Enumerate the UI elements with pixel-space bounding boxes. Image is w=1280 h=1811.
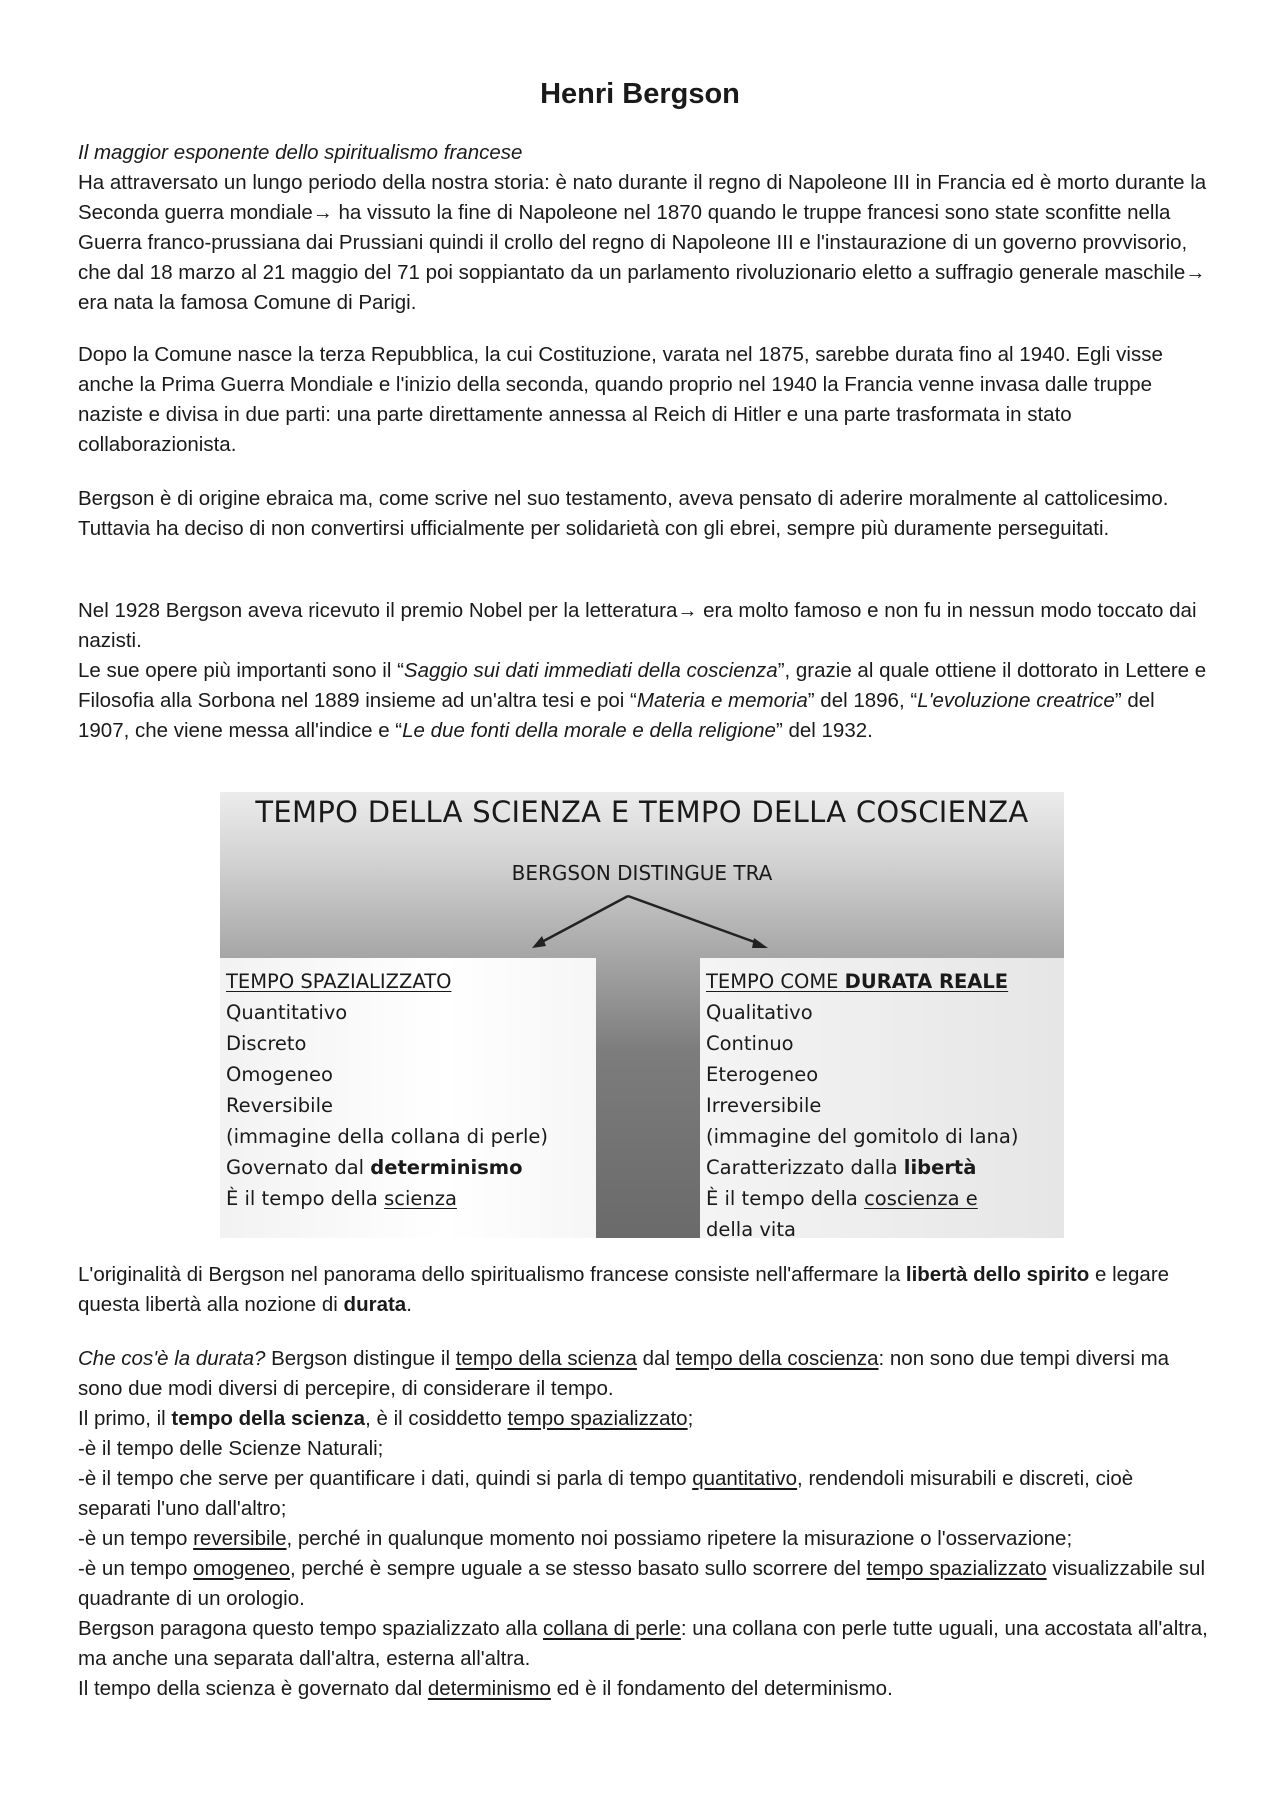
- panel-durata-reale: [700, 958, 1064, 1238]
- paragraph-originalita: L'originalità di Bergson nel panorama dello spiritualismo francese consiste nell'affermare la libertà dello spirito e legare questa libertà alla nozione di durata.: [78, 1263, 1170, 1316]
- list-item: Qualitativo: [706, 1001, 813, 1024]
- list-item: -è un tempo reversibile, perché in qualunque momento noi possiamo ripetere la misurazione o l'osservazione;: [78, 1527, 1073, 1550]
- list-item: Continuo: [706, 1032, 794, 1055]
- page-title: Henri Bergson: [540, 78, 740, 110]
- list-item: (immagine della collana di perle): [226, 1125, 549, 1148]
- list-item: (immagine del gomitolo di lana): [706, 1125, 1019, 1148]
- list-item: della vita: [706, 1218, 796, 1238]
- paragraph-primo: Il primo, il tempo della scienza, è il cosiddetto tempo spazializzato;: [78, 1407, 694, 1430]
- diagram-subtitle: BERGSON DISTINGUE TRA: [511, 861, 773, 885]
- diagram-title: TEMPO DELLA SCIENZA E TEMPO DELLA COSCIENZA: [255, 795, 1029, 829]
- paragraph-works: Le sue opere più importanti sono il “Saggio sui dati immediati della coscienza”, grazie al quale ottiene il dottorato in Lettere e Filosofia alla Sorbona nel 1889 insieme ad un'altra tesi e poi “Materia e memoria” del 1896, “L'evoluzione creatrice” del 1907, che viene messa all'indice e “Le due fonti della morale e della religione” del 1932.: [78, 659, 1207, 742]
- panel-left-heading: TEMPO SPAZIALIZZATO: [226, 970, 452, 993]
- list-item: Irreversibile: [706, 1094, 822, 1117]
- intro-subtitle: Il maggior esponente dello spiritualismo francese: [78, 141, 523, 164]
- arrow-left-icon: [532, 936, 546, 948]
- list-item: Governato dal determinismo: [226, 1156, 523, 1179]
- list-item: -è il tempo che serve per quantificare i dati, quindi si parla di tempo quantitativo, rendendoli misurabili e discreti, cioè separati l'uno dall'altro;: [78, 1467, 1134, 1520]
- list-item: Caratterizzato dalla libertà: [706, 1156, 977, 1179]
- list-item: -è il tempo delle Scienze Naturali;: [78, 1437, 384, 1460]
- paragraph-nobel: Nel 1928 Bergson aveva ricevuto il premio Nobel per la letteratura→ era molto famoso e non fu in nessun modo toccato dai nazisti.: [78, 599, 1197, 652]
- list-item: È il tempo della scienza: [226, 1187, 457, 1210]
- paragraph-durata: Che cos'è la durata? Bergson distingue il tempo della scienza dal tempo della coscienza: non sono due tempi diversi ma sono due modi diversi di percepire, di considerare il tempo.: [78, 1347, 1170, 1400]
- list-item: Discreto: [226, 1032, 307, 1055]
- panel-tempo-spazializzato: [220, 958, 596, 1238]
- panel-right-heading: TEMPO COME DURATA REALE: [706, 970, 1009, 993]
- list-item: Eterogeneo: [706, 1063, 819, 1086]
- durata-section: [78, 1344, 1208, 1704]
- list-item: Reversibile: [226, 1094, 334, 1117]
- arrow-icon: →: [677, 600, 698, 622]
- paragraph-origin: Bergson è di origine ebraica ma, come scrive nel suo testamento, aveva pensato di aderire moralmente al cattolicesimo. Tuttavia ha deciso di non convertirsi ufficialmente per solidarietà con gli ebrei, sempre più duramente perseguitati.: [78, 487, 1169, 540]
- list-item: Omogeneo: [226, 1063, 333, 1086]
- paragraph-determinismo: Il tempo della scienza è governato dal determinismo ed è il fondamento del determinismo.: [78, 1677, 893, 1700]
- paragraph-history: Ha attraversato un lungo periodo della nostra storia: è nato durante il regno di Napoleone III in Francia ed è morto durante la Seconda guerra mondiale→ ha vissuto la fine di Napoleone nel 1870 quando le truppe francesi sono state sconfitte nella Guerra franco-prussiana dai Prussiani quindi il crollo del regno di Napoleone III e l'instaurazione di un governo provvisorio, che dal 18 marzo al 21 maggio del 71 poi soppiantato da un parlamento rivoluzionario eletto a suffragio generale maschile→ era nata la famosa Comune di Parigi.: [78, 171, 1207, 314]
- arrow-icon: →: [312, 202, 333, 224]
- list-item: È il tempo della coscienza e: [706, 1187, 978, 1210]
- list-item: Quantitativo: [226, 1001, 348, 1024]
- intro-section: [78, 138, 1208, 318]
- works-section: [78, 596, 1208, 746]
- arrow-right-icon: [752, 938, 768, 948]
- paragraph-collana: Bergson paragona questo tempo spazializzato alla collana di perle: una collana con perle tutte uguali, una accostata all'altra, ma anche una separata dall'altra, esterna all'altra.: [78, 1617, 1208, 1670]
- paragraph-republic: Dopo la Comune nasce la terza Repubblica, la cui Costituzione, varata nel 1875, sarebbe durata fino al 1940. Egli visse anche la Prima Guerra Mondiale e l'inizio della seconda, quando proprio nel 1940 la Francia venne invasa dalle truppe naziste e divisa in due parti: una parte direttamente annessa al Reich di Hitler e una parte trasformata in stato collaborazionista.: [78, 343, 1163, 456]
- list-item: -è un tempo omogeneo, perché è sempre uguale a se stesso basato sullo scorrere del tempo spazializzato visualizzabile sul quadrante di un orologio.: [78, 1557, 1205, 1610]
- arrow-icon: →: [1185, 262, 1206, 284]
- tempo-diagram: [220, 792, 1064, 1238]
